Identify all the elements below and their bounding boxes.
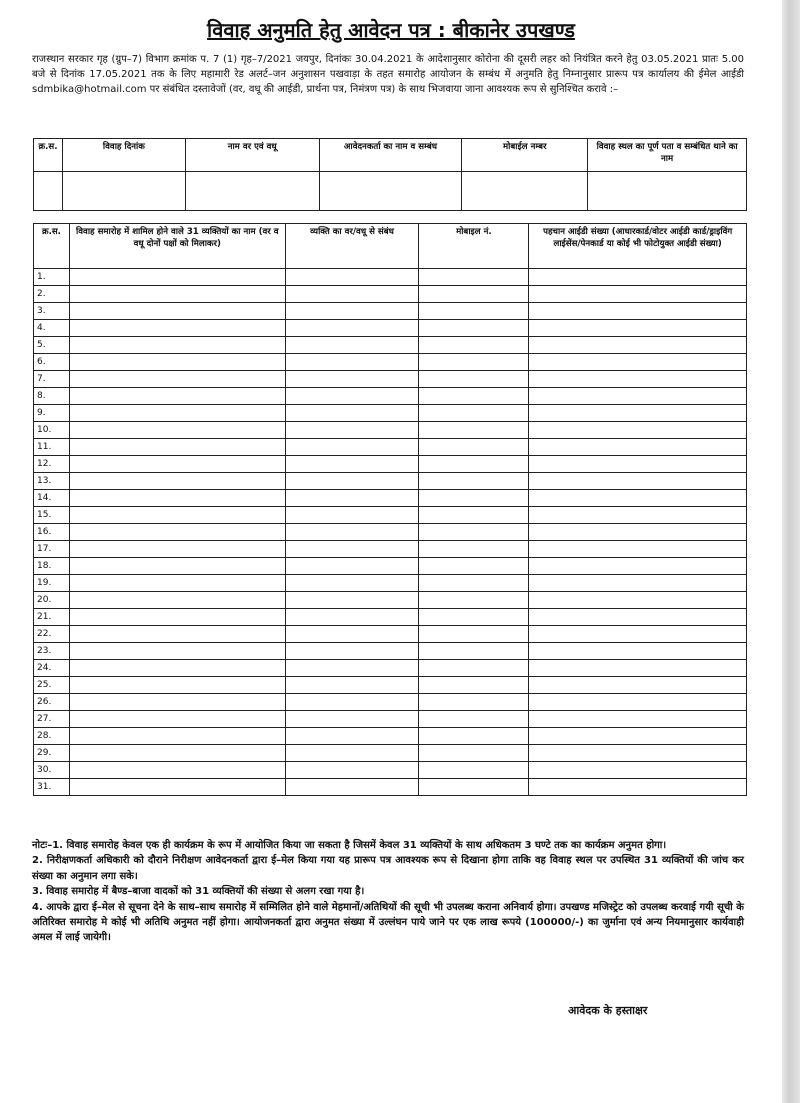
note-3: 3. विवाह समारोह में बैण्ड–बाजा वादकों को 31 व्यक्तियों की संख्या से अलग रखा गया है।	[32, 886, 365, 898]
relation-cell[interactable]	[285, 388, 419, 405]
serial-cell: 12.	[34, 456, 70, 473]
mobile-cell[interactable]	[419, 490, 529, 507]
id-number-cell[interactable]	[529, 660, 747, 677]
guest-name-cell[interactable]	[69, 337, 285, 354]
relation-cell[interactable]	[285, 541, 419, 558]
relation-cell[interactable]	[285, 575, 419, 592]
guest-name-cell[interactable]	[69, 490, 285, 507]
guest-name-cell[interactable]	[69, 779, 285, 796]
guest-name-cell[interactable]	[69, 592, 285, 609]
table-row	[34, 779, 747, 796]
mobile-cell[interactable]	[419, 405, 529, 422]
guest-name-cell[interactable]	[69, 762, 285, 779]
relation-cell[interactable]	[285, 711, 419, 728]
guest-name-cell[interactable]	[69, 745, 285, 762]
relation-cell[interactable]	[285, 490, 419, 507]
header-id-number: पहचान आईडी संख्या (आधारकार्ड/वोटर आईडी कार्ड/ड्राइविंग लाईसेंस/पेनकार्ड या कोई भी फोटोयुक्त आईडी संख्या)	[529, 224, 747, 269]
table-row	[34, 592, 747, 609]
table-row	[34, 694, 747, 711]
guest-name-cell[interactable]	[69, 660, 285, 677]
mobile-cell[interactable]	[419, 677, 529, 694]
serial-cell: 22.	[34, 626, 70, 643]
marriage-details-table	[33, 138, 747, 211]
form-title: विवाह अनुमति हेतु आवेदन पत्र : बीकानेर उपखण्ड	[207, 18, 575, 42]
guest-name-cell[interactable]	[69, 728, 285, 745]
serial-cell: 26.	[34, 694, 70, 711]
id-number-cell[interactable]	[529, 745, 747, 762]
serial-cell: 20.	[34, 592, 70, 609]
notes-section	[32, 838, 744, 946]
id-number-cell[interactable]	[529, 456, 747, 473]
table-row	[34, 337, 747, 354]
mobile-cell[interactable]	[419, 354, 529, 371]
id-number-cell[interactable]	[529, 762, 747, 779]
header-bride-groom-name: नाम वर एवं वधू	[185, 139, 319, 172]
table-row	[34, 354, 747, 371]
relation-cell[interactable]	[285, 643, 419, 660]
guest-name-cell[interactable]	[69, 524, 285, 541]
table-row	[34, 303, 747, 320]
table-row	[34, 762, 747, 779]
header-marriage-date: विवाह दिनांक	[62, 139, 185, 172]
id-number-cell[interactable]	[529, 303, 747, 320]
guest-name-cell[interactable]	[69, 269, 285, 286]
guest-name-cell[interactable]	[69, 303, 285, 320]
relation-cell[interactable]	[285, 745, 419, 762]
note-4: 4. आपके द्वारा ई–मेल से सूचना देने के साथ–साथ समारोह में सम्मिलित होने वाले मेहमानों/अतिथियों की सूची भी उपलब्ध कराना अनिवार्य होगा। उपखण्ड मजिस्ट्रेट को उपलब्ध करवाई गयी सूची के अतिरिक्त समारोह मे कोई भी अतिथि अनुमत नहीं होगा। आयोजनकर्ता द्वारा अनुमत संख्या में उल्लंघन पाये जाने पर एक लाख रूपये (100000/-) का जुर्माना एवं अन्य नियमानुसार कार्यवाही अमल में लाई जायेगी।	[32, 901, 744, 944]
guest-name-cell[interactable]	[69, 405, 285, 422]
id-number-cell[interactable]	[529, 779, 747, 796]
header-guest-name: विवाह समारोह में शामिल होने वाले 31 व्यक्तियों का नाम (वर व वधू दोनों पक्षों को मिलाकर)	[69, 224, 285, 269]
mobile-cell[interactable]	[419, 524, 529, 541]
table-row	[34, 422, 747, 439]
guest-name-cell[interactable]	[69, 677, 285, 694]
header-serial: क्र.स.	[34, 139, 63, 172]
id-number-cell[interactable]	[529, 643, 747, 660]
relation-cell[interactable]	[285, 371, 419, 388]
relation-cell[interactable]	[285, 677, 419, 694]
serial-cell: 18.	[34, 558, 70, 575]
serial-cell: 25.	[34, 677, 70, 694]
id-number-cell[interactable]	[529, 439, 747, 456]
relation-cell[interactable]	[285, 354, 419, 371]
guest-name-cell[interactable]	[69, 626, 285, 643]
mobile-cell[interactable]	[419, 286, 529, 303]
guest-list-table	[33, 223, 747, 796]
mobile-cell[interactable]	[462, 172, 588, 211]
guest-name-cell[interactable]	[69, 473, 285, 490]
relation-cell[interactable]	[285, 626, 419, 643]
table-row	[34, 439, 747, 456]
id-number-cell[interactable]	[529, 473, 747, 490]
id-number-cell[interactable]	[529, 609, 747, 626]
table-row	[34, 660, 747, 677]
mobile-cell[interactable]	[419, 388, 529, 405]
relation-cell[interactable]	[285, 422, 419, 439]
serial-cell: 5.	[34, 337, 70, 354]
id-number-cell[interactable]	[529, 626, 747, 643]
table-row	[34, 745, 747, 762]
header-serial: क्र.स.	[34, 224, 70, 269]
relation-cell[interactable]	[285, 592, 419, 609]
id-number-cell[interactable]	[529, 490, 747, 507]
header-venue-address: विवाह स्थल का पूर्ण पता व सम्बंधित थाने का नाम	[588, 139, 747, 172]
mobile-cell[interactable]	[419, 711, 529, 728]
relation-cell[interactable]	[285, 286, 419, 303]
serial-cell: 23.	[34, 643, 70, 660]
serial-cell: 31.	[34, 779, 70, 796]
mobile-cell[interactable]	[419, 456, 529, 473]
guest-name-cell[interactable]	[69, 507, 285, 524]
serial-cell: 16.	[34, 524, 70, 541]
relation-cell[interactable]	[285, 558, 419, 575]
header-applicant-name: आवेदनकर्ता का नाम व सम्बंध	[319, 139, 462, 172]
mobile-cell[interactable]	[419, 507, 529, 524]
relation-cell[interactable]	[285, 694, 419, 711]
relation-cell[interactable]	[285, 269, 419, 286]
guest-name-cell[interactable]	[69, 541, 285, 558]
marriage-date-cell[interactable]	[62, 172, 185, 211]
relation-cell[interactable]	[285, 439, 419, 456]
table-row	[34, 507, 747, 524]
serial-cell: 14.	[34, 490, 70, 507]
mobile-cell[interactable]	[419, 303, 529, 320]
relation-cell[interactable]	[285, 779, 419, 796]
serial-cell: 30.	[34, 762, 70, 779]
relation-cell[interactable]	[285, 762, 419, 779]
guest-name-cell[interactable]	[69, 456, 285, 473]
guest-name-cell[interactable]	[69, 388, 285, 405]
table-row	[34, 728, 747, 745]
note-2: 2. निरीक्षणकर्ता अधिकारी को दौराने निरीक्षण आवेदनकर्ता द्वारा ई–मेल किया गया यह प्रारूप पत्र आवश्यक रूप से दिखाना होगा ताकि वह विवाह स्थल पर उपस्थित 31 व्यक्तियों की जांच कर संख्या का अनुमान लगा सके।	[32, 855, 744, 882]
guest-name-cell[interactable]	[69, 643, 285, 660]
table-header-row	[34, 139, 747, 172]
table-row	[34, 711, 747, 728]
table-row	[34, 541, 747, 558]
table-row	[34, 456, 747, 473]
guest-name-cell[interactable]	[69, 371, 285, 388]
relation-cell[interactable]	[285, 456, 419, 473]
id-number-cell[interactable]	[529, 575, 747, 592]
applicant-signature-label: आवेदक के हस्ताक्षर	[568, 1004, 648, 1017]
serial-cell: 13.	[34, 473, 70, 490]
mobile-cell[interactable]	[419, 371, 529, 388]
mobile-cell[interactable]	[419, 660, 529, 677]
table-row	[34, 269, 747, 286]
table-row	[34, 558, 747, 575]
mobile-cell[interactable]	[419, 337, 529, 354]
table-row	[34, 490, 747, 507]
mobile-cell[interactable]	[419, 745, 529, 762]
id-number-cell[interactable]	[529, 711, 747, 728]
id-number-cell[interactable]	[529, 388, 747, 405]
serial-cell: 29.	[34, 745, 70, 762]
guest-name-cell[interactable]	[69, 422, 285, 439]
mobile-cell[interactable]	[419, 320, 529, 337]
table-row	[34, 677, 747, 694]
id-number-cell[interactable]	[529, 269, 747, 286]
mobile-cell[interactable]	[419, 541, 529, 558]
table-row	[34, 405, 747, 422]
guest-name-cell[interactable]	[69, 558, 285, 575]
guest-name-cell[interactable]	[69, 609, 285, 626]
id-number-cell[interactable]	[529, 677, 747, 694]
id-number-cell[interactable]	[529, 422, 747, 439]
serial-cell: 19.	[34, 575, 70, 592]
mobile-cell[interactable]	[419, 592, 529, 609]
id-number-cell[interactable]	[529, 337, 747, 354]
guest-name-cell[interactable]	[69, 439, 285, 456]
bride-groom-name-cell[interactable]	[185, 172, 319, 211]
mobile-cell[interactable]	[419, 439, 529, 456]
serial-cell: 27.	[34, 711, 70, 728]
mobile-cell[interactable]	[419, 762, 529, 779]
table-row	[34, 388, 747, 405]
guest-name-cell[interactable]	[69, 354, 285, 371]
mobile-cell[interactable]	[419, 626, 529, 643]
table-row	[34, 172, 747, 211]
mobile-cell[interactable]	[419, 609, 529, 626]
serial-cell: 3.	[34, 303, 70, 320]
id-number-cell[interactable]	[529, 371, 747, 388]
table-row	[34, 320, 747, 337]
serial-cell: 10.	[34, 422, 70, 439]
header-mobile: मोबाइल नं.	[419, 224, 529, 269]
id-number-cell[interactable]	[529, 558, 747, 575]
id-number-cell[interactable]	[529, 507, 747, 524]
table-row	[34, 609, 747, 626]
relation-cell[interactable]	[285, 320, 419, 337]
id-number-cell[interactable]	[529, 728, 747, 745]
guest-name-cell[interactable]	[69, 320, 285, 337]
serial-cell: 21.	[34, 609, 70, 626]
id-number-cell[interactable]	[529, 320, 747, 337]
table-row	[34, 524, 747, 541]
serial-cell[interactable]	[34, 172, 63, 211]
mobile-cell[interactable]	[419, 473, 529, 490]
serial-cell: 24.	[34, 660, 70, 677]
mobile-cell[interactable]	[419, 728, 529, 745]
serial-cell: 9.	[34, 405, 70, 422]
serial-cell: 2.	[34, 286, 70, 303]
page-edge-shadow	[782, 0, 800, 1103]
table-row	[34, 473, 747, 490]
guest-name-cell[interactable]	[69, 694, 285, 711]
table-row	[34, 643, 747, 660]
relation-cell[interactable]	[285, 728, 419, 745]
relation-cell[interactable]	[285, 337, 419, 354]
serial-cell: 15.	[34, 507, 70, 524]
note-1: नोटः–1. विवाह समारोह केवल एक ही कार्यक्रम के रूप में आयोजित किया जा सकता है जिसमें केवल 31 व्यक्तियों के साथ अधिकतम 3 घण्टे तक का कार्यक्रम अनुमत होगा।	[32, 840, 667, 851]
mobile-cell[interactable]	[419, 422, 529, 439]
table-row	[34, 575, 747, 592]
serial-cell: 28.	[34, 728, 70, 745]
mobile-cell[interactable]	[419, 779, 529, 796]
serial-cell: 1.	[34, 269, 70, 286]
relation-cell[interactable]	[285, 405, 419, 422]
mobile-cell[interactable]	[419, 643, 529, 660]
id-number-cell[interactable]	[529, 405, 747, 422]
mobile-cell[interactable]	[419, 575, 529, 592]
header-relation: व्यक्ति का वर/वधू से संबंध	[285, 224, 419, 269]
id-number-cell[interactable]	[529, 354, 747, 371]
table-row	[34, 371, 747, 388]
mobile-cell[interactable]	[419, 694, 529, 711]
id-number-cell[interactable]	[529, 541, 747, 558]
header-mobile: मोबाईल नम्बर	[462, 139, 588, 172]
guest-name-cell[interactable]	[69, 575, 285, 592]
mobile-cell[interactable]	[419, 558, 529, 575]
relation-cell[interactable]	[285, 524, 419, 541]
id-number-cell[interactable]	[529, 592, 747, 609]
serial-cell: 6.	[34, 354, 70, 371]
relation-cell[interactable]	[285, 473, 419, 490]
relation-cell[interactable]	[285, 507, 419, 524]
serial-cell: 4.	[34, 320, 70, 337]
serial-cell: 11.	[34, 439, 70, 456]
relation-cell[interactable]	[285, 660, 419, 677]
serial-cell: 7.	[34, 371, 70, 388]
relation-cell[interactable]	[285, 303, 419, 320]
id-number-cell[interactable]	[529, 524, 747, 541]
relation-cell[interactable]	[285, 609, 419, 626]
guest-name-cell[interactable]	[69, 711, 285, 728]
table-row	[34, 626, 747, 643]
id-number-cell[interactable]	[529, 286, 747, 303]
guest-name-cell[interactable]	[69, 286, 285, 303]
intro-paragraph: राजस्थान सरकार गृह (ग्रुप–7) विभाग क्रमांक प. 7 (1) गृह–7/2021 जयपुर, दिनांकः 30.04.2021 के आदेशानुसार कोरोना की दूसरी लहर को नियंत्रित करने हेतु 03.05.2021 प्रातः 5.00 बजे से दिनांक 17.05.2021 तक के लिए महामारी रेड अलर्ट–जन अनुशासन पखवाड़ा के तहत समारोह आयोजन के सम्बंध में अनुमति हेतु निम्नानुसार प्रारूप पत्र कार्यालय की ईमेल आईडी sdmbika@hotmail.com पर संबंधित दस्तावेजों (वर, वधू की आईडी, प्रार्थना पत्र, निमंत्रण पत्र) के साथ भिजवाया जाना आवश्यक रूप से सुनिश्चित करावे :–	[32, 54, 744, 95]
applicant-name-cell[interactable]	[319, 172, 462, 211]
mobile-cell[interactable]	[419, 269, 529, 286]
table-row	[34, 286, 747, 303]
venue-address-cell[interactable]	[588, 172, 747, 211]
serial-cell: 17.	[34, 541, 70, 558]
serial-cell: 8.	[34, 388, 70, 405]
table-header-row	[34, 224, 747, 269]
id-number-cell[interactable]	[529, 694, 747, 711]
